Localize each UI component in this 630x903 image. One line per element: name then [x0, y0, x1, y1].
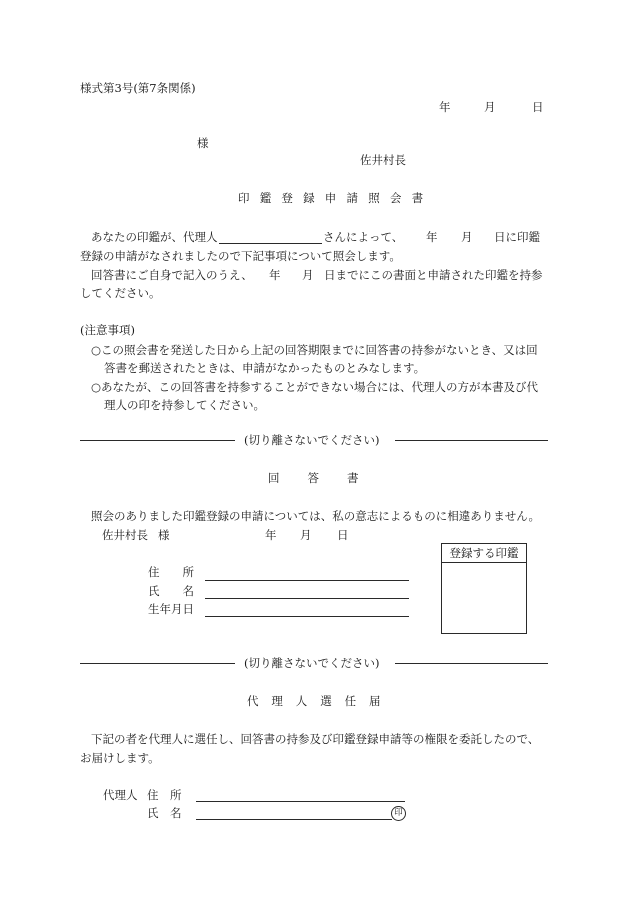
proxy-statement-line2: お届けします。: [80, 751, 160, 765]
cut-notice-2: (切り離さないでください): [244, 656, 380, 670]
reply-field-address-label: 住 所: [148, 565, 194, 579]
reply-honorific: 様: [158, 528, 170, 542]
proxy-field-address-line: [196, 801, 405, 802]
cut-line-right: [395, 440, 548, 441]
proxy-field-address-label: 住 所: [147, 788, 182, 802]
inquiry-paragraph1-year: 年: [426, 230, 438, 244]
note-item-2-line2: 理人の印を持参してください。: [104, 398, 265, 412]
reply-title: 回答書: [268, 471, 387, 485]
reply-addressee: 佐井村長: [102, 528, 148, 542]
note-item-1-line1: ○この照会書を発送した日から上記の回答期限までに回答書の持参がないとき、又は回: [91, 343, 538, 357]
inquiry-paragraph1-d: 登録の申請がなされましたので下記事項について照会します。: [80, 249, 401, 263]
proxy-name-blank-line: [219, 243, 322, 244]
cut-line-left: [80, 440, 235, 441]
proxy-statement-line1: 下記の者を代理人に選任し、回答書の持参及び印鑑登録申請等の権限を委託したので、: [91, 732, 540, 746]
reply-field-name-label: 氏 名: [148, 584, 194, 598]
reply-field-birthdate-label: 生年月日: [148, 602, 194, 616]
header-date-year: 年: [439, 100, 451, 114]
cut-line-right-2: [395, 663, 548, 664]
reply-date-month: 月: [300, 528, 312, 542]
proxy-field-name-line: [196, 819, 392, 820]
inquiry-title: 印鑑登録申請照会書: [238, 191, 434, 205]
inquiry-paragraph2-month: 月: [302, 268, 314, 282]
inquiry-paragraph1-a: あなたの印鑑が、代理人: [91, 230, 218, 244]
inquiry-paragraph1-month: 月: [461, 230, 473, 244]
form-number: 様式第3号(第7条関係): [80, 81, 196, 95]
reply-date-year: 年: [265, 528, 277, 542]
inquiry-paragraph2-year: 年: [269, 268, 281, 282]
reply-date-day: 日: [337, 528, 349, 542]
header-date-day: 日: [532, 100, 544, 114]
reply-field-name-line: [205, 598, 409, 599]
reply-statement: 照会のありました印鑑登録の申請については、私の意志によるものに相違ありません。: [91, 509, 540, 523]
header-date-month: 月: [484, 100, 496, 114]
seal-mark-icon: 印: [391, 806, 406, 821]
notes-heading: (注意事項): [80, 323, 135, 337]
inquiry-paragraph2-c: してください。: [80, 286, 161, 300]
reply-field-birthdate-line: [205, 616, 409, 617]
cut-line-left-2: [80, 663, 235, 664]
inquiry-paragraph1-c: 日に印鑑: [494, 230, 540, 244]
addressee-honorific: 様: [197, 136, 209, 150]
proxy-title: 代理人選任届: [247, 694, 394, 708]
inquiry-paragraph1-b: さんによって、: [323, 230, 404, 244]
note-item-1-line2: 答書を郵送されたときは、申請がなかったものとみなします。: [104, 361, 426, 375]
reply-field-address-line: [205, 580, 409, 581]
seal-box-label: 登録する印鑑: [442, 544, 526, 563]
proxy-role-label: 代理人: [103, 788, 138, 802]
inquiry-paragraph2-a: 回答書にご自身で記入のうえ、: [91, 268, 253, 282]
sender-name: 佐井村長: [360, 153, 406, 167]
seal-box: [441, 543, 527, 634]
inquiry-paragraph2-b: 日までにこの書面と申請された印鑑を持参: [324, 268, 543, 282]
note-item-2-line1: ○あなたが、この回答書を持参することができない場合には、代理人の方が本書及び代: [91, 380, 539, 394]
cut-notice: (切り離さないでください): [244, 433, 380, 447]
proxy-field-name-label: 氏 名: [147, 806, 182, 820]
